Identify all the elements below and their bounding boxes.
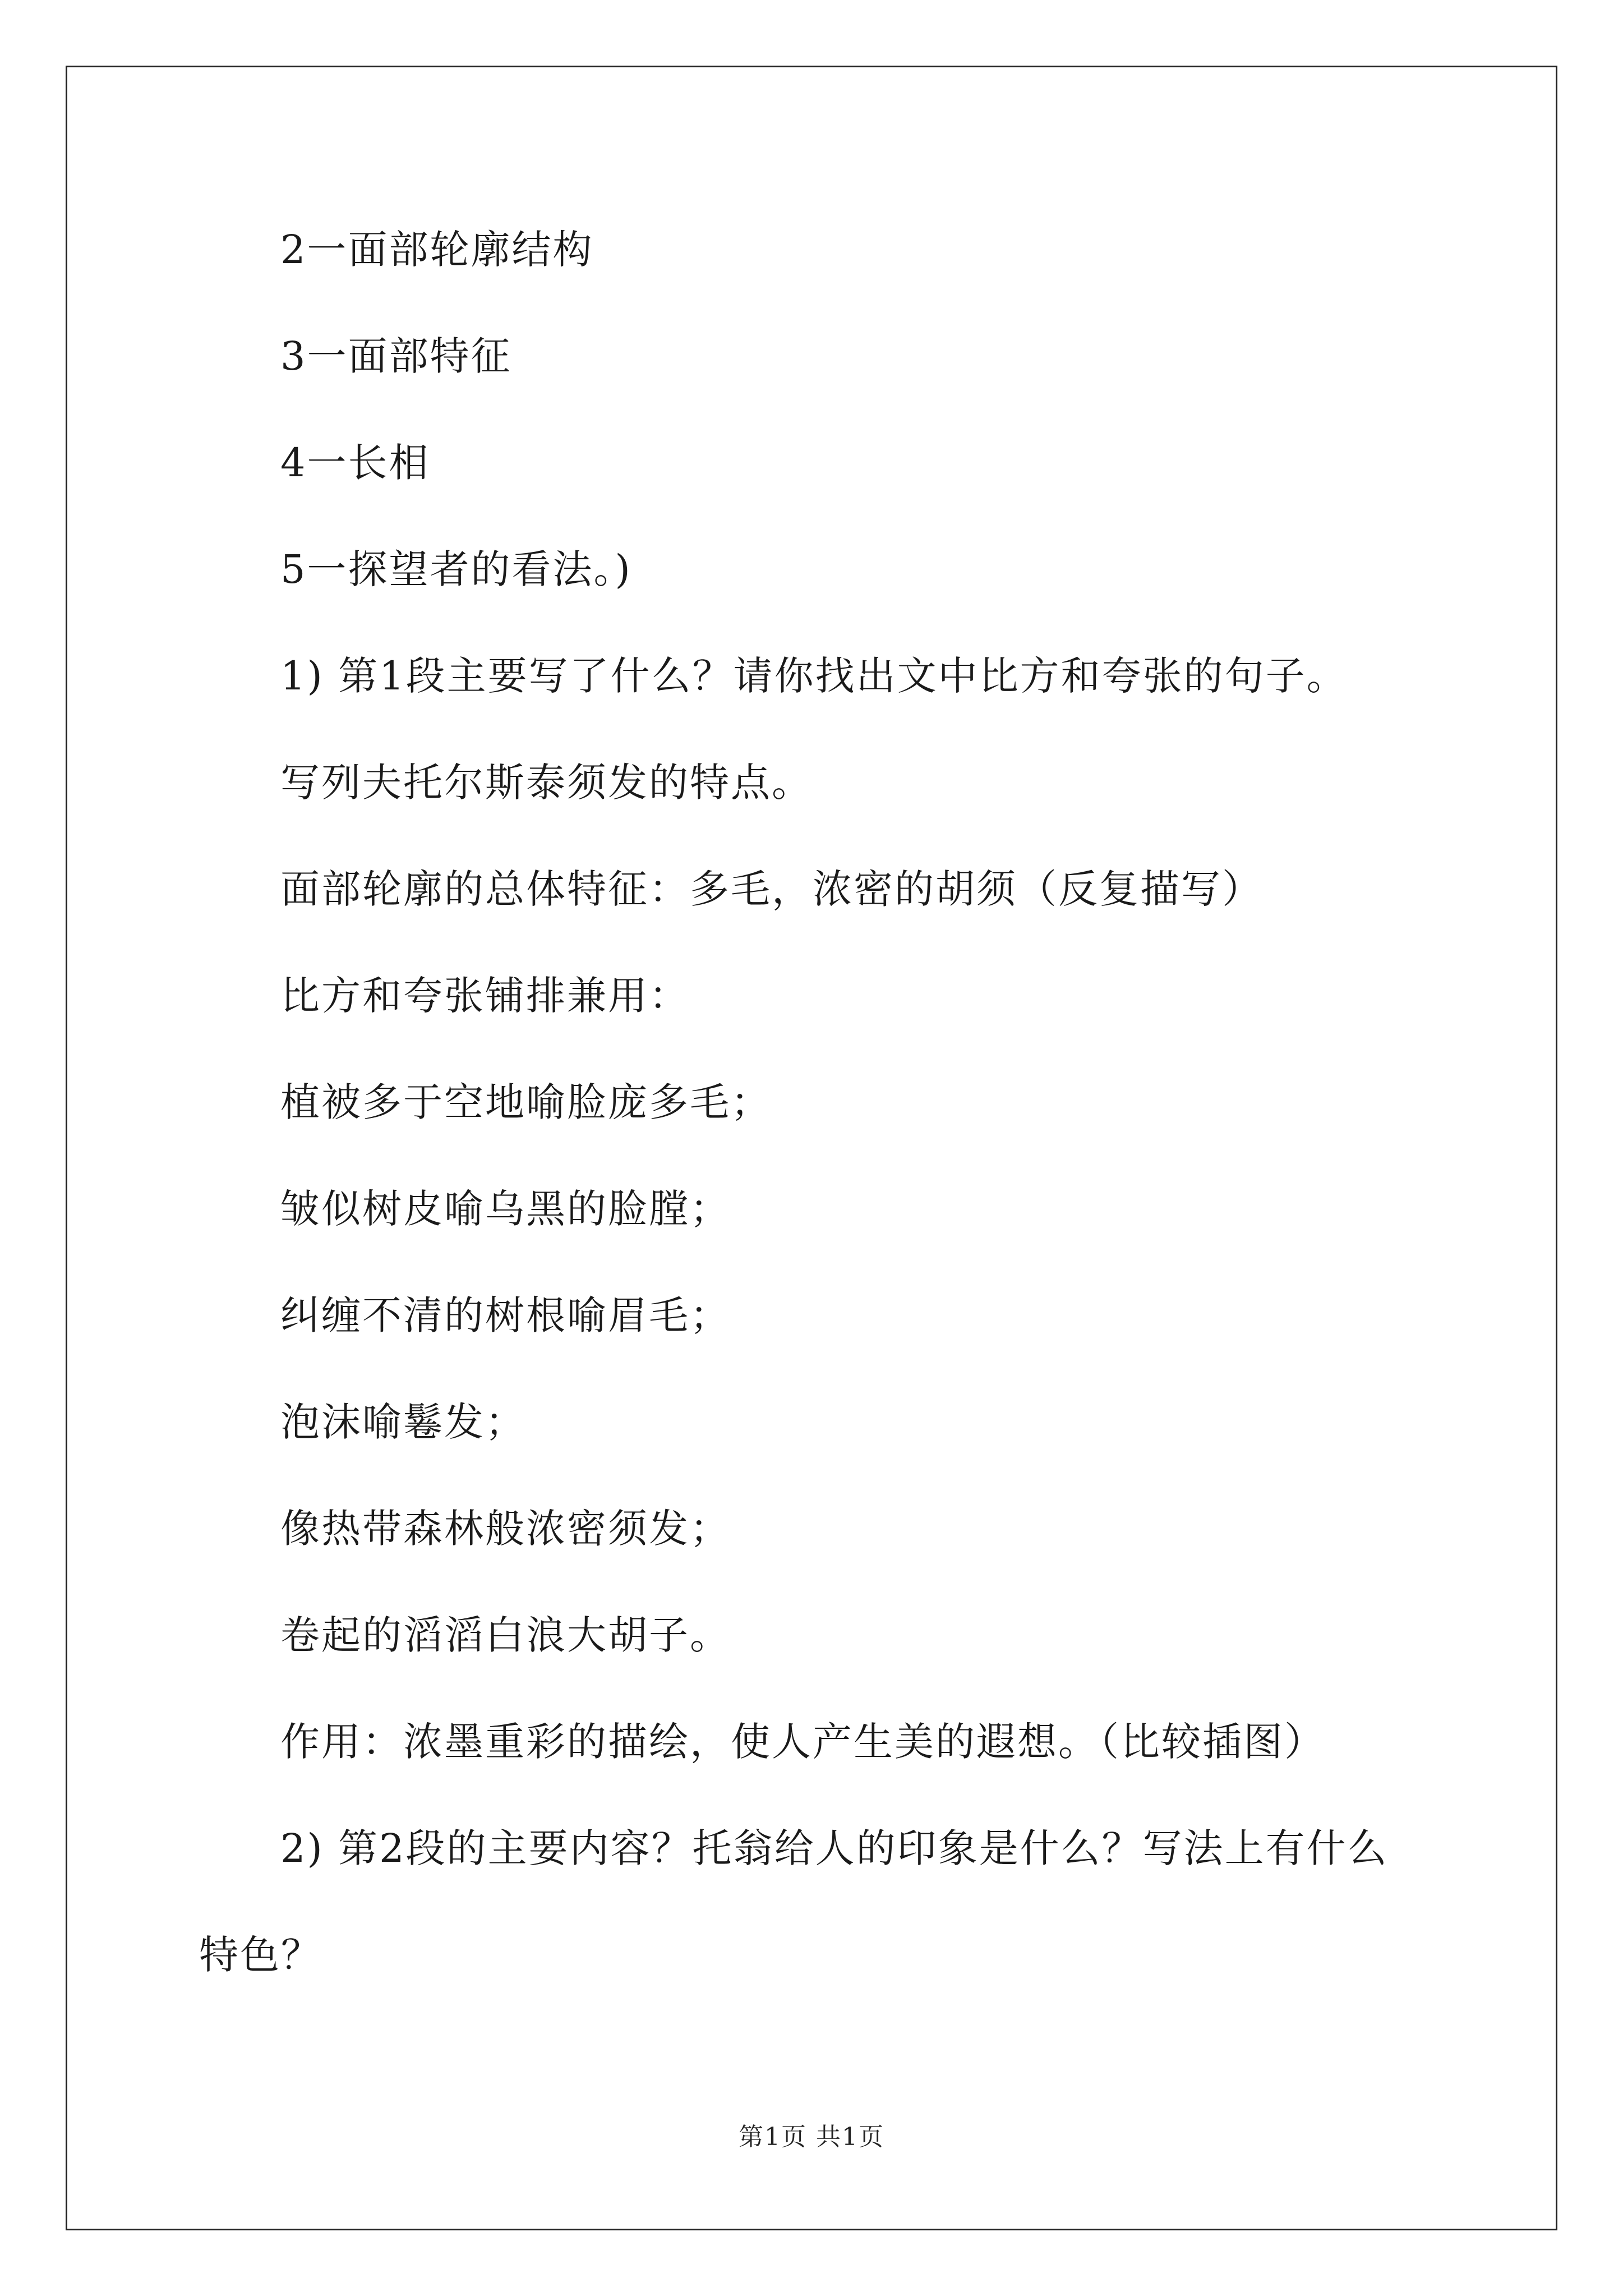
page-number-footer: 第1页 共1页 [739, 2123, 884, 2151]
text-line: 面部轮廓的总体特征：多毛，浓密的胡须（反复描写） [280, 866, 1263, 912]
text-line: 比方和夸张铺排兼用： [280, 973, 690, 1019]
text-line: 作用：浓墨重彩的描绘，使人产生美的遐想。（比较插图） [280, 1719, 1325, 1765]
text-line: 像热带森林般浓密须发； [280, 1506, 731, 1552]
text-line: 2一面部轮廓结构 [280, 227, 594, 273]
text-line: 卷起的滔滔白浪大胡子。 [280, 1612, 731, 1658]
text-line: 1) 第1段主要写了什么？请你找出文中比方和夸张的句子。 [280, 653, 1348, 699]
text-line: 4一长相 [280, 440, 430, 486]
text-line: 泡沫喻鬈发； [280, 1399, 526, 1445]
text-line: 植被多于空地喻脸庞多毛； [280, 1079, 772, 1125]
text-line: 写列夫托尔斯泰须发的特点。 [280, 760, 813, 806]
text-line: 皱似树皮喻乌黑的脸膛； [280, 1186, 731, 1232]
page-border [66, 66, 1557, 2230]
text-line: 3一面部特征 [280, 333, 512, 379]
text-line: 纠缠不清的树根喻眉毛； [280, 1292, 731, 1338]
text-line: 特色？ [199, 1932, 322, 1978]
text-line: 5一探望者的看法。) [280, 546, 632, 592]
text-line: 2) 第2段的主要内容？托翁给人的印象是什么？写法上有什么 [280, 1825, 1389, 1871]
